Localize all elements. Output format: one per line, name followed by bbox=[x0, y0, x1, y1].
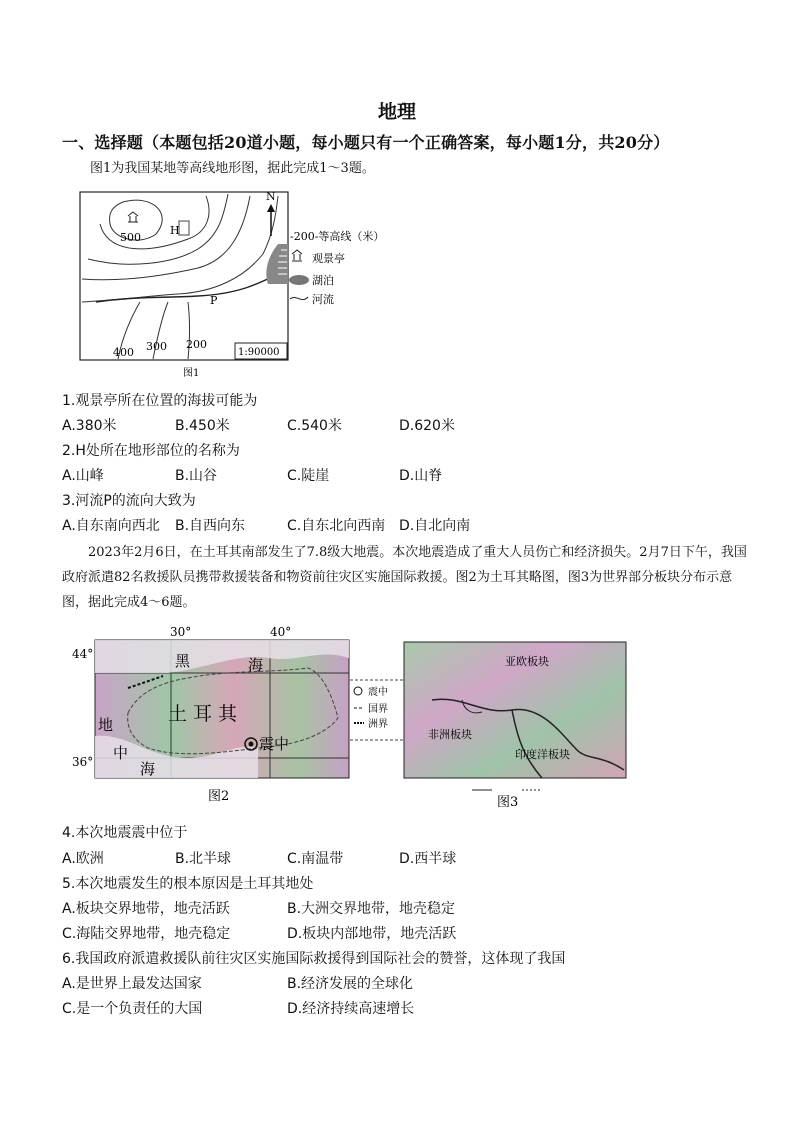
contour-label-400: 400 bbox=[113, 346, 134, 359]
eurasia-plate-label: 亚欧板块 bbox=[505, 655, 549, 668]
section-heading: 一、选择题（本题包括20道小题，每小题只有一个正确答案，每小题1分，共20分） bbox=[62, 133, 670, 152]
figure-3-plate-map bbox=[402, 640, 652, 808]
mediterranean-label-1: 地 bbox=[98, 716, 114, 734]
country-label: 土耳其 bbox=[168, 703, 244, 725]
question-5-stem: 5.本次地震发生的根本原因是土耳其地处 bbox=[62, 876, 314, 892]
question-4-option-a[interactable]: A.欧洲 bbox=[62, 851, 104, 867]
question-2-option-a[interactable]: A.山峰 bbox=[62, 468, 104, 484]
passage-text: 2023年2月6日，在土耳其南部发生了7.8级大地震。本次地震造成了重大人员伤亡和经济损失。2月7日下午，我国政府派遣82名救援队员携带救援装备和物资前往灾区实施国际救援。图2为土耳其略图，图3为世界部分板块分布示意图，据此完成4～6题。 bbox=[62, 545, 747, 610]
black-sea-label-1: 黑 bbox=[175, 652, 191, 670]
question-3-option-b[interactable]: B.自西向东 bbox=[175, 518, 246, 534]
question-4-stem: 4.本次地震震中位于 bbox=[62, 825, 188, 841]
mediterranean-label-3: 海 bbox=[140, 760, 156, 778]
question-1-stem: 1.观景亭所在位置的海拔可能为 bbox=[62, 393, 258, 409]
question-3-option-c[interactable]: C.自东北向西南 bbox=[287, 518, 386, 534]
intro-text: 图1为我国某地等高线地形图，据此完成1～3题。 bbox=[90, 161, 375, 176]
question-1-option-b[interactable]: B.450米 bbox=[175, 418, 230, 434]
question-1-option-d[interactable]: D.620米 bbox=[399, 418, 455, 434]
africa-plate-label: 非洲板块 bbox=[428, 728, 472, 741]
legend-epicenter: 震中 bbox=[368, 687, 388, 698]
question-6-stem: 6.我国政府派遣救援队前往灾区实施国际救援得到国际社会的赞誉，这体现了我国 bbox=[62, 951, 566, 967]
point-p-label: P bbox=[210, 294, 218, 307]
question-5-option-a[interactable]: A.板块交界地带，地壳活跃 bbox=[62, 901, 230, 917]
question-2-option-c[interactable]: C.陡崖 bbox=[287, 468, 330, 484]
figure-2-caption: 图2 bbox=[208, 789, 230, 804]
question-1-option-a[interactable]: A.380米 bbox=[62, 418, 117, 434]
contour-label-500: 500 bbox=[120, 231, 141, 244]
legend-lake: 湖泊 bbox=[312, 274, 334, 287]
black-sea-label-2: 海 bbox=[248, 656, 264, 674]
legend-continent: 洲界 bbox=[368, 719, 388, 730]
question-3-option-a[interactable]: A.自东南向西北 bbox=[62, 518, 160, 534]
indian-plate-label: 印度洋板块 bbox=[515, 748, 570, 761]
lon-40-label: 40° bbox=[270, 625, 292, 639]
scale-label: 1:90000 bbox=[238, 347, 280, 358]
question-5-option-b[interactable]: B.大洲交界地带，地壳稳定 bbox=[287, 901, 456, 917]
question-3-stem: 3.河流P的流向大致为 bbox=[62, 493, 196, 509]
figure-2-turkey-map bbox=[68, 618, 388, 808]
page-title: 地理 bbox=[377, 101, 416, 123]
figure-2-legend-frame bbox=[350, 680, 405, 740]
figure-1-caption: 图1 bbox=[183, 368, 200, 379]
question-2-option-d[interactable]: D.山脊 bbox=[399, 468, 443, 484]
question-4-option-b[interactable]: B.北半球 bbox=[175, 851, 232, 867]
question-1-option-c[interactable]: C.540米 bbox=[287, 418, 342, 434]
question-6-option-a[interactable]: A.是世界上最发达国家 bbox=[62, 976, 202, 992]
figure-1-contour-map bbox=[78, 184, 398, 378]
question-6-option-d[interactable]: D.经济持续高速增长 bbox=[287, 1001, 415, 1017]
north-label: N bbox=[266, 190, 276, 203]
lat-44-label: 44° bbox=[72, 647, 94, 661]
lon-30-label: 30° bbox=[170, 625, 192, 639]
legend-river: 河流 bbox=[312, 293, 334, 306]
question-6-option-c[interactable]: C.是一个负责任的大国 bbox=[62, 1001, 203, 1017]
river-icon bbox=[290, 297, 308, 300]
question-4-option-c[interactable]: C.南温带 bbox=[287, 851, 344, 867]
contour-label-200: 200 bbox=[186, 338, 207, 351]
lat-36-label: 36° bbox=[72, 755, 94, 769]
legend-border: 国界 bbox=[368, 704, 388, 715]
legend-pavilion: 观景亭 bbox=[312, 252, 345, 265]
figure-3-caption: 图3 bbox=[497, 795, 519, 810]
epicenter-label: 震中 bbox=[259, 735, 290, 753]
question-3-option-d[interactable]: D.自北向南 bbox=[399, 518, 471, 534]
question-5-option-c[interactable]: C.海陆交界地带，地壳稳定 bbox=[62, 926, 231, 942]
pavilion-icon bbox=[292, 250, 302, 261]
question-2-option-b[interactable]: B.山谷 bbox=[175, 468, 218, 484]
contour-label-300: 300 bbox=[146, 340, 167, 353]
mediterranean-label-2: 中 bbox=[113, 744, 129, 762]
question-2-stem: 2.H处所在地形部位的名称为 bbox=[62, 443, 240, 459]
question-5-option-d[interactable]: D.板块内部地带，地壳活跃 bbox=[287, 926, 457, 942]
lake-icon bbox=[289, 275, 309, 285]
point-h-label: H bbox=[170, 224, 180, 237]
question-4-option-d[interactable]: D.西半球 bbox=[399, 851, 457, 867]
legend-contour: -200-等高线（米） bbox=[290, 230, 385, 243]
question-6-option-b[interactable]: B.经济发展的全球化 bbox=[287, 976, 414, 992]
